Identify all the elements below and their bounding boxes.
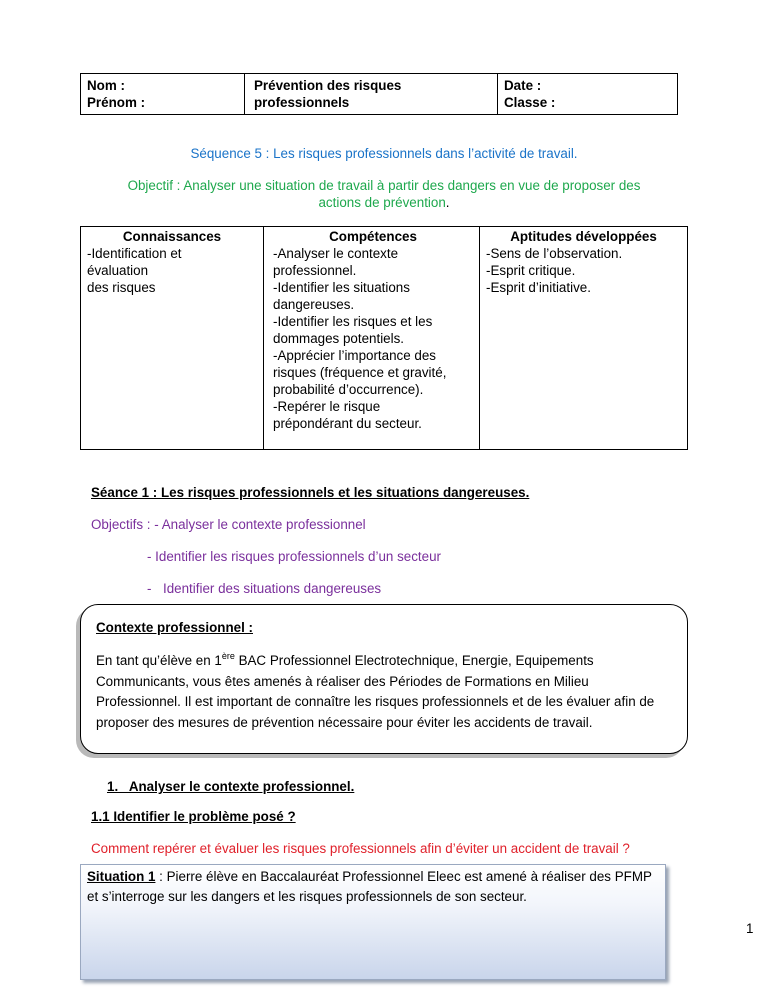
header-table: [80, 73, 678, 115]
competences-header: Compétences: [329, 229, 417, 244]
objective-line-2-end: .: [445, 195, 450, 210]
knowledge-header: Connaissances: [122, 229, 222, 244]
situation-label: Situation 1: [87, 869, 156, 884]
objectifs-item-3-text: Identifier des situations dangereuses: [163, 581, 382, 596]
aptitude-line: -Esprit critique.: [486, 263, 576, 278]
section-1-1-heading: 1.1 Identifier le problème posé ?: [91, 809, 296, 824]
seance-title: Séance 1 : Les risques professionnels et les situations dangereuses.: [91, 485, 530, 500]
firstname-label: Prénom :: [87, 95, 146, 110]
competence-line: dangereuses.: [273, 297, 355, 312]
name-cell: [81, 74, 245, 115]
objective-line-2: [0, 194, 768, 211]
aptitude-line: -Esprit d’initiative.: [486, 280, 591, 295]
objectifs-item-3-dash: -: [147, 581, 152, 596]
competences-column: [264, 227, 480, 450]
competence-line: risques (fréquence et gravité,: [273, 365, 447, 380]
competence-line: -Repérer le risque: [273, 399, 381, 414]
sequence-title: Séquence 5 : Les risques professionnels dans l’activité de travail.: [190, 146, 578, 161]
context-paragraph: [96, 651, 672, 733]
context-title: Contexte professionnel :: [96, 620, 253, 635]
context-superscript: ère: [221, 651, 235, 661]
name-label: Nom :: [87, 78, 125, 93]
situation-box: [80, 864, 666, 980]
subject-title: Prévention des risques professionnels: [254, 78, 402, 110]
knowledge-line: -Identification et: [87, 246, 182, 261]
section-1-heading: 1. Analyser le contexte professionnel.: [107, 779, 355, 794]
class-label: Classe :: [504, 95, 556, 110]
skills-table: [80, 226, 688, 450]
problem-question: Comment repérer et évaluer les risques professionnels afin d’éviter un accident de travail ?: [91, 841, 630, 856]
objective-line-1: Objectif : Analyser une situation de travail à partir des dangers en vue de proposer des: [127, 178, 641, 193]
competence-line: -Identifier les situations: [273, 280, 410, 295]
objective-line-2-text: actions de prévention: [318, 195, 446, 210]
objectifs-item-2: - Identifier les risques professionnels d’un secteur: [147, 549, 441, 564]
competence-line: probabilité d’occurrence).: [273, 382, 424, 397]
date-cell: [498, 74, 678, 115]
competence-line: -Apprécier l’importance des: [273, 348, 436, 363]
knowledge-line: évaluation: [87, 263, 149, 278]
competence-line: -Identifier les risques et les: [273, 314, 433, 329]
objectifs-item-3: [147, 580, 381, 597]
knowledge-line: des risques: [87, 280, 156, 295]
knowledge-column: [81, 227, 264, 450]
aptitudes-header: Aptitudes développées: [510, 229, 657, 244]
page-number: 1: [746, 921, 754, 936]
objectifs-line: Objectifs : - Analyser le contexte professionnel: [91, 517, 366, 532]
aptitude-line: -Sens de l’observation.: [486, 246, 623, 261]
subject-cell: [245, 74, 498, 115]
competence-line: prépondérant du secteur.: [273, 416, 422, 431]
date-label: Date :: [504, 78, 542, 93]
situation-text: : Pierre élève en Baccalauréat Professionnel Eleec est amené à réaliser des PFMP et s’interroge sur les dangers et les risques professionnels de son secteur.: [87, 869, 652, 904]
context-box: [80, 604, 688, 754]
competence-line: -Analyser le contexte: [273, 246, 399, 261]
context-text-rest: BAC Professionnel Electrotechnique, Energie, Equipements Communicants, vous êtes amenés à réaliser des Périodes de Formations en Milieu Professionnel. Il est important de connaître les risques professionnels et de les évaluer afin de proposer des mesures de prévention nécessaire pour éviter les accidents de travail.: [96, 653, 655, 730]
context-text-start: En tant qu’élève en 1: [96, 653, 222, 668]
competence-line: professionnel.: [273, 263, 357, 278]
aptitudes-column: [480, 227, 688, 450]
competence-line: dommages potentiels.: [273, 331, 405, 346]
